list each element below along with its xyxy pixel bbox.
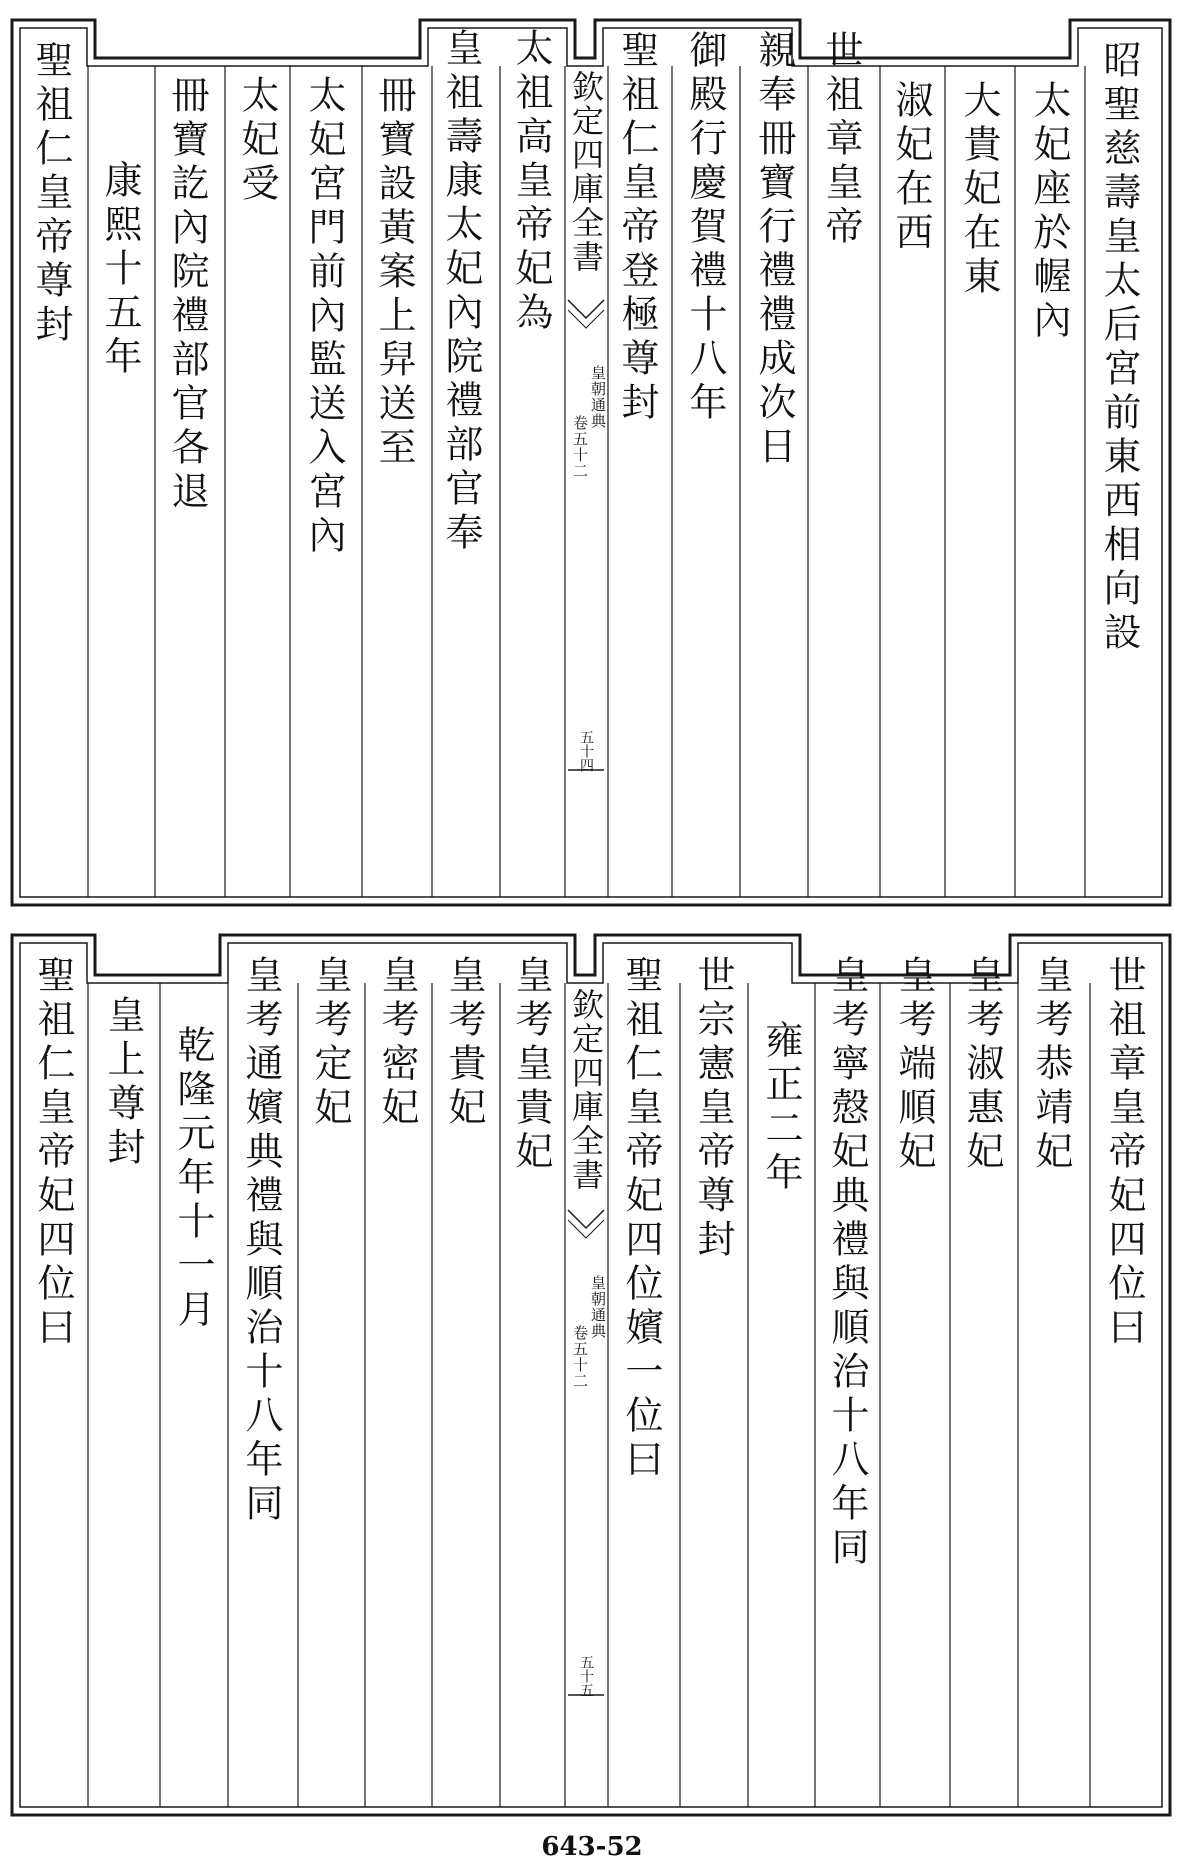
column-14: 乾隆元年十一月 — [171, 1025, 215, 1333]
column-6: 雍正二年 — [759, 1020, 803, 1196]
column-7: 世宗憲皇帝尊封 — [691, 955, 735, 1263]
column-9: 皇考皇貴妃 — [509, 955, 553, 1175]
spine-title: 欽定四庫全書 — [567, 988, 605, 1192]
column-8: 聖祖仁皇帝妃四位嬪一位曰 — [619, 955, 663, 1483]
spine-title: 欽定四庫全書 — [567, 70, 605, 274]
column-11: 冊寶設黃案上舁送至 — [372, 75, 416, 471]
column-3: 大貴妃在東 — [957, 80, 1001, 300]
page-number: 五十四 — [578, 730, 594, 772]
column-14: 冊寶訖內院禮部官各退 — [165, 75, 209, 515]
column-16: 聖祖仁皇帝尊封 — [29, 40, 73, 348]
column-10: 皇考貴妃 — [442, 955, 486, 1131]
column-7: 御殿行慶賀禮十八年 — [683, 30, 727, 426]
bottom-page — [0, 920, 1184, 1825]
column-4: 淑妃在西 — [889, 80, 933, 256]
column-15: 康熙十五年 — [98, 160, 142, 380]
column-5: 世祖章皇帝 — [819, 30, 863, 250]
column-6: 親奉冊寶行禮禮成次日 — [752, 30, 796, 470]
spine-volume: 卷五十二 — [571, 1325, 589, 1389]
column-1: 世祖章皇帝妃四位曰 — [1102, 955, 1146, 1351]
column-16: 聖祖仁皇帝妃四位曰 — [31, 955, 75, 1351]
column-2: 太妃座於幄內 — [1027, 80, 1071, 344]
column-5: 皇考寧慤妃典禮與順治十八年同 — [825, 955, 869, 1571]
page-number: 五十五 — [578, 1655, 594, 1697]
column-1: 昭聖慈壽皇太后宮前東西相向設 — [1097, 40, 1141, 656]
spine-book: 皇朝通典 — [589, 1275, 607, 1339]
spine-book: 皇朝通典 — [589, 365, 607, 429]
column-13: 皇考通嬪典禮與順治十八年同 — [239, 955, 283, 1527]
column-15: 皇上尊封 — [101, 995, 145, 1171]
column-4: 皇考端順妃 — [892, 955, 936, 1175]
top-page — [0, 0, 1184, 920]
column-13: 太妃受 — [235, 75, 279, 207]
column-12: 太妃宮門前內監送入宮內 — [302, 75, 346, 559]
column-2: 皇考恭靖妃 — [1029, 955, 1073, 1175]
page-footer-number: 643-52 — [541, 1832, 643, 1862]
column-11: 皇考密妃 — [375, 955, 419, 1131]
column-3: 皇考淑惠妃 — [960, 955, 1004, 1175]
column-12: 皇考定妃 — [308, 955, 352, 1131]
column-9: 太祖高皇帝妃為 — [509, 28, 553, 336]
spine-volume: 卷五十二 — [571, 415, 589, 479]
column-8: 聖祖仁皇帝登極尊封 — [615, 30, 659, 426]
column-10: 皇祖壽康太妃內院禮部官奉 — [439, 28, 483, 556]
